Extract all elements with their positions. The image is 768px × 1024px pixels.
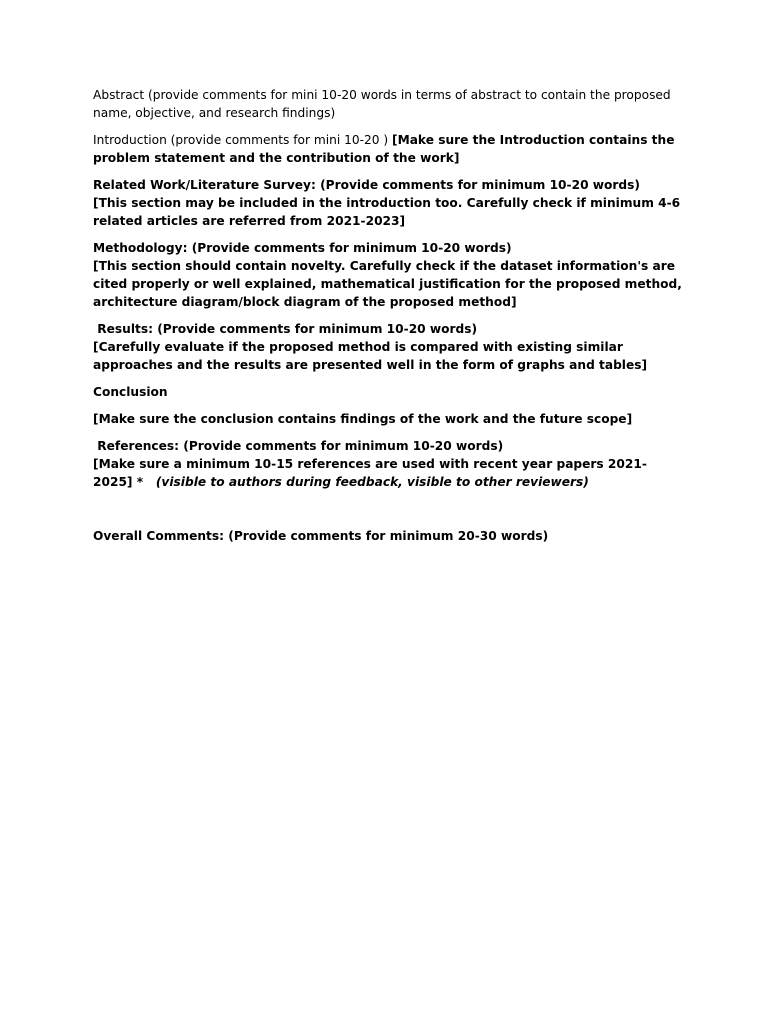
references-note-line	[93, 455, 683, 491]
methodology-note: [This section should contain novelty. Carefully check if the dataset information's are cited properly or well explained, mathematical justification for the proposed method, architecture diagram/block diagram of the proposed method]	[93, 259, 682, 309]
references-heading: References: (Provide comments for minimum 10-20 words)	[93, 439, 504, 453]
results-note: [Carefully evaluate if the proposed method is compared with existing similar approaches and the results are presented well in the form of graphs and tables]	[93, 340, 648, 372]
results-section	[93, 320, 683, 374]
document-body	[93, 86, 683, 554]
conclusion-heading: Conclusion	[93, 385, 168, 399]
abstract-text: Abstract (provide comments for mini 10-20 words in terms of abstract to contain the proposed name, objective, and research findings)	[93, 88, 671, 120]
overall-comments-heading: Overall Comments: (Provide comments for minimum 20-30 words)	[93, 529, 549, 543]
references-section	[93, 437, 683, 491]
related-work-section	[93, 176, 683, 230]
conclusion-heading-section	[93, 383, 683, 401]
methodology-section	[93, 239, 683, 311]
related-work-note: [This section may be included in the introduction too. Carefully check if minimum 4-6 related articles are referred from 2021-2023]	[93, 196, 681, 228]
references-note: [Make sure a minimum 10-15 references are used with recent year papers 2021-2025] *	[93, 457, 647, 489]
references-visibility: (visible to authors during feedback, visible to other reviewers)	[155, 475, 589, 489]
introduction-prefix: Introduction (provide comments for mini 10-20 )	[93, 133, 392, 147]
methodology-heading: Methodology: (Provide comments for minimum 10-20 words)	[93, 241, 512, 255]
conclusion-note: [Make sure the conclusion contains findings of the work and the future scope]	[93, 412, 633, 426]
related-work-heading: Related Work/Literature Survey: (Provide comments for minimum 10-20 words)	[93, 178, 640, 192]
spacer	[93, 500, 683, 527]
conclusion-note-section	[93, 410, 683, 428]
abstract-section	[93, 86, 683, 122]
overall-comments-section	[93, 527, 683, 545]
results-heading: Results: (Provide comments for minimum 10-20 words)	[93, 322, 478, 336]
introduction-section	[93, 131, 683, 167]
introduction-note: [Make sure the Introduction contains the problem statement and the contribution of the work]	[93, 133, 675, 165]
